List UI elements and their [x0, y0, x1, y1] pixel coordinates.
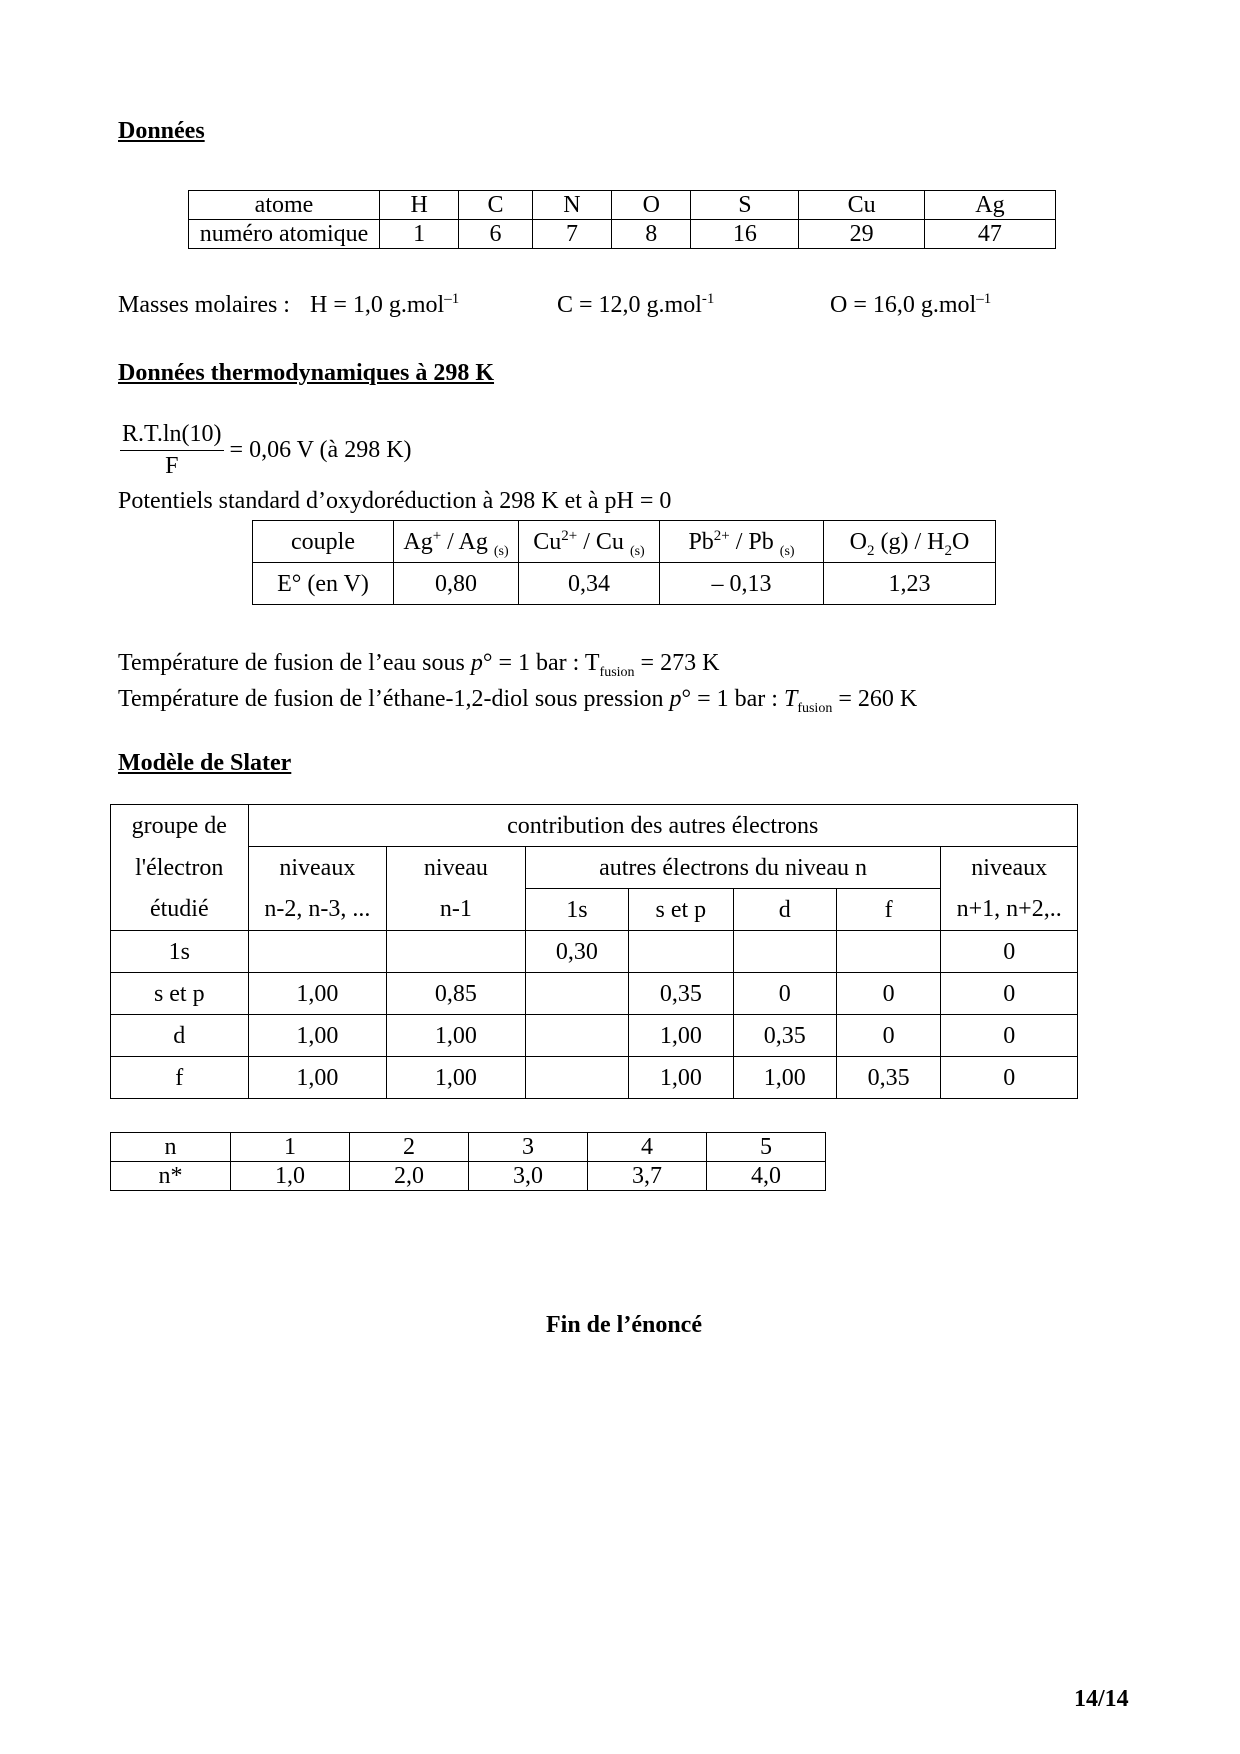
nstar-table: [110, 1132, 826, 1191]
n-minus-1-line-1: niveau: [387, 847, 526, 889]
couple-cu: [519, 521, 660, 563]
fusion-water-p: p: [470, 650, 483, 676]
atom-cell: C: [459, 191, 533, 220]
couple-o2-sub2: 2: [944, 542, 952, 559]
fusion-water-a: Température de fusion de l’eau sous: [118, 650, 471, 676]
nstar-cell: 3,7: [588, 1162, 707, 1191]
nstar-cell: 2,0: [350, 1162, 469, 1191]
thermo-title: Données thermodynamiques à 298 K: [118, 360, 495, 386]
couple-o2-c: O: [951, 528, 970, 555]
slater-cell: 1,00: [387, 1015, 526, 1057]
couple-pb-mid: / Pb: [729, 528, 780, 555]
slater-cell: [733, 931, 836, 973]
potential-row: [253, 563, 996, 605]
n-minus-1-line-2: n-1: [387, 889, 526, 931]
potentials-intro: Potentiels standard d’oxydoréduction à 298 K et à pH = 0: [118, 488, 672, 514]
atomic-number-cell: 6: [459, 220, 533, 249]
slater-title: Modèle de Slater: [118, 750, 292, 776]
sub-header-f: f: [836, 889, 940, 931]
atom-cell: S: [691, 191, 799, 220]
group-header-line-3: étudié: [111, 889, 249, 931]
n-cell: 1: [231, 1133, 350, 1162]
slater-cell: [525, 1057, 628, 1099]
n-label: n: [111, 1133, 231, 1162]
page-number: 14/14: [1074, 1686, 1129, 1712]
couple-pb-sup: 2+: [713, 527, 730, 544]
table-row: [111, 931, 1078, 973]
end-text: Fin de l’énoncé: [546, 1312, 702, 1338]
rtln-fraction: [120, 421, 224, 480]
slater-cell: 1,00: [387, 1057, 526, 1099]
potential-table: [252, 520, 996, 605]
atom-cell: N: [532, 191, 611, 220]
couple-cu-sup: 2+: [561, 527, 578, 544]
molar-mass-o-exp: –1: [976, 291, 992, 307]
atomic-number-cell: 29: [799, 220, 924, 249]
group-header-line-2: l'électron: [111, 847, 249, 889]
slater-cell: [525, 973, 628, 1015]
slater-header-row-3: [111, 889, 1078, 931]
couple-o2-sub1: 2: [867, 542, 875, 559]
couple-row: [253, 521, 996, 563]
couple-cu-sub: (s): [629, 543, 645, 559]
potential-value: 0,80: [394, 563, 519, 605]
upper-levels-line-1: niveaux: [941, 847, 1078, 889]
table-row: [111, 1057, 1078, 1099]
n-cell: 5: [707, 1133, 826, 1162]
n-row: [111, 1133, 826, 1162]
potential-value: 0,34: [519, 563, 660, 605]
lower-levels-line-1: niveaux: [248, 847, 387, 889]
group-header-line-1: groupe de: [111, 805, 249, 847]
atomic-number-label: numéro atomique: [189, 220, 380, 249]
table-row: [111, 1015, 1078, 1057]
molar-mass-o: [830, 292, 991, 319]
nstar-cell: 3,0: [469, 1162, 588, 1191]
slater-cell: 0,85: [387, 973, 526, 1015]
slater-cell: d: [111, 1015, 249, 1057]
slater-cell: 1,00: [733, 1057, 836, 1099]
upper-levels-line-2: n+1, n+2,..: [941, 889, 1078, 931]
couple-cu-main: Cu: [533, 528, 562, 555]
fusion-diol-sub: fusion: [797, 700, 833, 716]
slater-cell: 0: [836, 973, 940, 1015]
slater-cell: s et p: [111, 973, 249, 1015]
nstar-cell: 1,0: [231, 1162, 350, 1191]
potential-label: E° (en V): [253, 563, 394, 605]
slater-cell: 1,00: [629, 1057, 733, 1099]
molar-masses-label: Masses molaires :: [118, 292, 290, 318]
couple-o2-a: O: [849, 528, 867, 555]
fusion-water: [118, 650, 720, 680]
slater-cell: 0: [836, 1015, 940, 1057]
couple-ag: [394, 521, 519, 563]
atomic-number-cell: 16: [691, 220, 799, 249]
fusion-diol-a: Température de fusion de l’éthane-1,2-diol sous pression: [118, 686, 670, 712]
slater-cell: 0,30: [525, 931, 628, 973]
slater-cell: 1,00: [248, 1015, 387, 1057]
couple-cu-mid: / Cu: [577, 528, 630, 555]
couple-pb-main: Pb: [688, 528, 714, 555]
n-cell: 3: [469, 1133, 588, 1162]
slater-cell: 0: [941, 973, 1078, 1015]
slater-cell: 0,35: [733, 1015, 836, 1057]
nstar-cell: 4,0: [707, 1162, 826, 1191]
fraction-denominator: F: [165, 453, 179, 479]
molar-mass-o-text: O = 16,0 g.mol: [830, 292, 977, 318]
atom-header-label: atome: [189, 191, 380, 220]
atom-cell: Ag: [924, 191, 1055, 220]
sub-header-1s: 1s: [525, 889, 628, 931]
slater-cell: [525, 1015, 628, 1057]
table-row: [111, 973, 1078, 1015]
sub-header-sp: s et p: [629, 889, 733, 931]
molar-mass-h-exp: –1: [444, 291, 460, 307]
slater-header-row-2: [111, 847, 1078, 889]
slater-cell: f: [111, 1057, 249, 1099]
couple-pb: [660, 521, 824, 563]
nstar-row: [111, 1162, 826, 1191]
couple-o2: [824, 521, 996, 563]
fusion-diol-p: p: [669, 686, 682, 712]
atom-cell: Cu: [799, 191, 924, 220]
slater-cell: 0: [733, 973, 836, 1015]
fusion-diol: [118, 686, 918, 716]
slater-cell: 0,35: [629, 973, 733, 1015]
slater-cell: [629, 931, 733, 973]
slater-header-row-1: [111, 805, 1078, 847]
slater-cell: 0: [941, 1057, 1078, 1099]
slater-cell: 0: [941, 931, 1078, 973]
slater-cell: 0,35: [836, 1057, 940, 1099]
couple-label: couple: [253, 521, 394, 563]
potential-value: – 0,13: [660, 563, 824, 605]
fusion-water-c: = 273 K: [634, 650, 720, 676]
molar-mass-c: [557, 292, 714, 319]
slater-table: [110, 804, 1078, 1099]
atom-cell: H: [380, 191, 459, 220]
slater-cell: [387, 931, 526, 973]
fusion-water-sub: fusion: [599, 664, 635, 680]
molar-mass-h: [310, 292, 459, 319]
atomic-number-cell: 1: [380, 220, 459, 249]
fusion-diol-c: = 260 K: [832, 686, 918, 712]
rtln-formula: [120, 421, 412, 480]
slater-cell: [836, 931, 940, 973]
atomic-number-row: [189, 220, 1056, 249]
molar-mass-c-exp: -1: [701, 291, 715, 307]
molar-mass-c-text: C = 12,0 g.mol: [557, 292, 702, 318]
slater-cell: 1,00: [248, 1057, 387, 1099]
n-cell: 4: [588, 1133, 707, 1162]
couple-ag-main: Ag: [403, 528, 433, 555]
lower-levels-line-2: n-2, n-3, ...: [248, 889, 387, 931]
slater-cell: 1,00: [248, 973, 387, 1015]
couple-ag-mid: / Ag: [441, 528, 494, 555]
nstar-label: n*: [111, 1162, 231, 1191]
contribution-header: contribution des autres électrons: [248, 805, 1077, 847]
fraction-numerator: R.T.ln(10): [120, 421, 224, 451]
fusion-diol-b: ° = 1 bar :: [681, 686, 784, 712]
atom-table: [188, 190, 1056, 249]
slater-cell: 1s: [111, 931, 249, 973]
fusion-diol-t: T: [783, 686, 798, 712]
n-cell: 2: [350, 1133, 469, 1162]
couple-pb-sub: (s): [779, 543, 795, 559]
slater-cell: 0: [941, 1015, 1078, 1057]
atomic-number-cell: 7: [532, 220, 611, 249]
atomic-number-cell: 47: [924, 220, 1055, 249]
sub-header-d: d: [733, 889, 836, 931]
fraction-value: = 0,06 V (à 298 K): [229, 437, 412, 463]
same-level-header: autres électrons du niveau n: [525, 847, 941, 889]
donnees-title: Données: [118, 118, 205, 144]
atom-cell: O: [612, 191, 691, 220]
fusion-water-b: ° = 1 bar : T: [482, 650, 600, 676]
couple-ag-sub: (s): [493, 543, 509, 559]
atomic-number-cell: 8: [612, 220, 691, 249]
slater-cell: 1,00: [629, 1015, 733, 1057]
couple-o2-b: (g) / H: [874, 528, 945, 555]
couple-ag-sup: +: [432, 527, 442, 544]
atom-row: [189, 191, 1056, 220]
slater-cell: [248, 931, 387, 973]
molar-mass-h-text: H = 1,0 g.mol: [310, 292, 445, 318]
potential-value: 1,23: [824, 563, 996, 605]
